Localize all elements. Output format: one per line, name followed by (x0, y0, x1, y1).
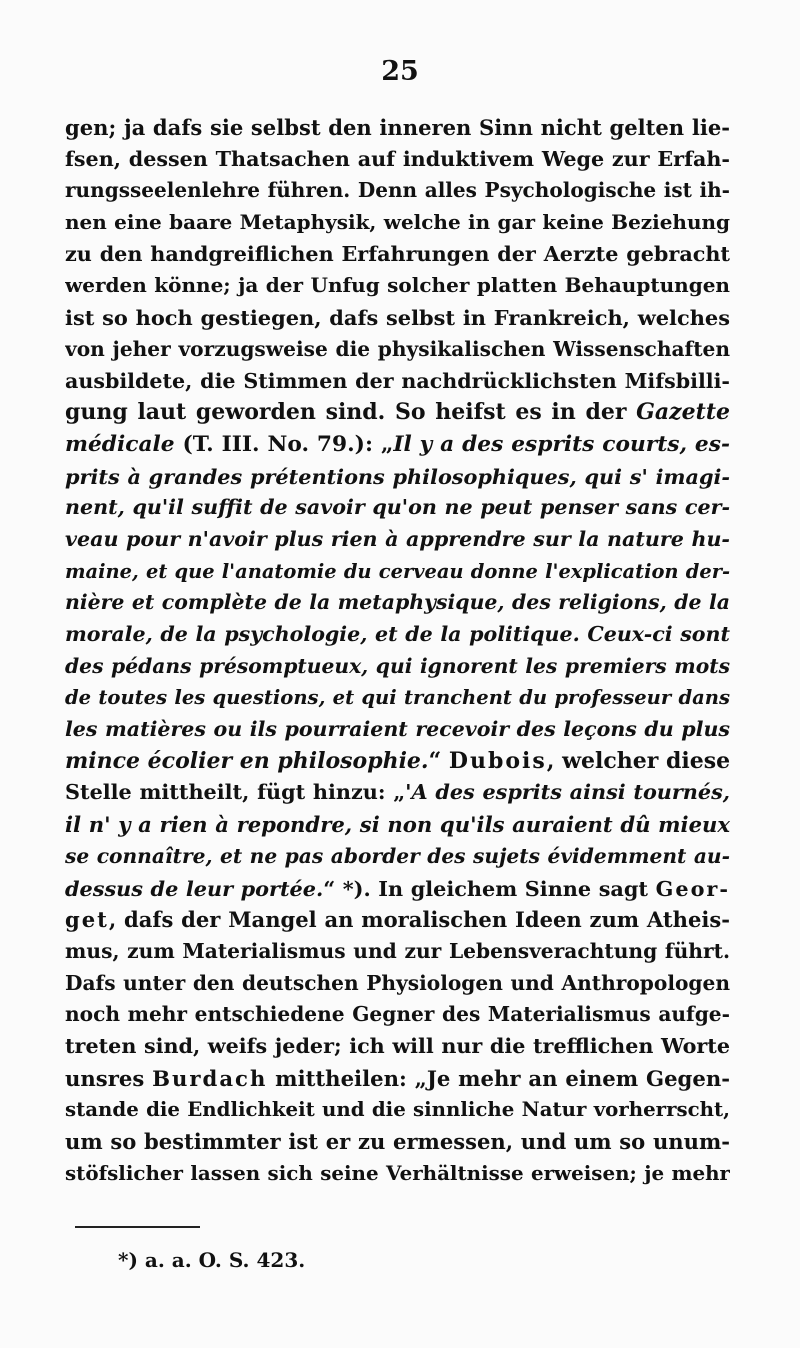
text-segment: rungsseelenlehre führen. Denn alles Psychologische ist ih- (65, 178, 730, 203)
text-segment: unsres (65, 1065, 153, 1091)
text-line (65, 1063, 730, 1095)
text-line (65, 302, 730, 334)
text-line (65, 1031, 730, 1063)
text-line (65, 873, 730, 905)
text-segment: Stelle mittheilt, fügt hinzu: „' (65, 780, 412, 805)
spaced-name: Burdach (152, 1065, 268, 1091)
italic-segment: nière et complète de la metaphysique, des religions, de la (65, 590, 730, 615)
text-segment: stande die Endlichkeit und die sinnliche Natur vorherrscht, (65, 1097, 730, 1122)
italic-segment: il n' y a rien à repondre, si non qu'ils auraient dû mieux (65, 812, 730, 838)
footnote: *) a. a. O. S. 423. (118, 1248, 306, 1272)
italic-segment: nent, qu'il suffit de savoir qu'on ne peut penser sans cer- (65, 495, 730, 520)
text-segment: treten sind, weifs jeder; ich will nur die trefflichen Worte (65, 1033, 730, 1058)
text-line (65, 207, 730, 239)
text-line (65, 1094, 730, 1126)
text-line (65, 587, 730, 619)
page-number: 25 (381, 56, 419, 87)
text-line (65, 334, 730, 366)
text-line (65, 651, 730, 683)
text-line (65, 1126, 730, 1158)
text-segment: gen; ja dafs sie selbst den inneren Sinn nicht gelten lie- (65, 115, 730, 140)
italic-segment: médicale (65, 431, 175, 457)
text-line (65, 809, 730, 841)
italic-segment: de toutes les questions, et qui tranchent du professeur dans (65, 686, 730, 710)
text-line (65, 397, 730, 429)
footnote-rule (75, 1226, 200, 1228)
text-segment: von jeher vorzugsweise die physikalischen Wissenschaften (65, 336, 730, 361)
text-segment: Dafs unter den deutschen Physiologen und Anthropologen (65, 970, 730, 995)
text-line (65, 714, 730, 746)
text-segment: , dafs der Mangel an moralischen Ideen zum Atheis- (108, 907, 730, 933)
text-line (65, 239, 730, 271)
italic-segment: mince écolier en philosophie. (65, 747, 429, 774)
body-text (65, 112, 730, 1189)
text-line (65, 144, 730, 176)
text-line (65, 556, 730, 588)
text-line (65, 112, 730, 144)
text-line (65, 1158, 730, 1190)
spaced-name: Geor- (655, 875, 730, 901)
text-line (65, 999, 730, 1031)
italic-segment: des pédans présomptueux, qui ignorent les premiers mots (65, 653, 730, 678)
italic-segment: dessus de leur portée. (65, 875, 324, 901)
text-segment: werden könne; ja der Unfug solcher platten Behauptungen (65, 273, 730, 298)
text-segment: , welcher diese (546, 747, 730, 774)
text-line (65, 366, 730, 398)
text-line (65, 524, 730, 556)
italic-segment: morale, de la psychologie, et de la politique. Ceux-ci sont (65, 622, 730, 646)
text-line (65, 682, 730, 714)
text-line (65, 429, 730, 461)
text-segment: zu den handgreiflichen Erfahrungen der Aerzte gebracht (65, 241, 730, 266)
spaced-name: Dubois (448, 747, 547, 774)
text-segment: mittheilen: „Je mehr an einem Gegen- (267, 1065, 730, 1091)
text-segment: fsen, dessen Thatsachen auf induktivem Wege zur Erfah- (65, 146, 730, 171)
text-line (65, 492, 730, 524)
text-line (65, 777, 730, 809)
italic-segment: A des esprits ainsi tournés, (411, 780, 730, 805)
italic-segment: maine, et que l'anatomie du cerveau donne l'explication der- (65, 559, 730, 583)
text-line (65, 461, 730, 493)
text-line (65, 936, 730, 968)
text-line (65, 746, 730, 778)
italic-segment: Gazette (636, 399, 730, 426)
italic-segment: Il y a des esprits courts, es- (393, 431, 730, 457)
text-segment: (T. III. No. 79.): „ (174, 431, 394, 457)
text-segment: “ (428, 747, 449, 774)
text-line (65, 904, 730, 936)
text-segment: nen eine baare Metaphysik, welche in gar keine Beziehung (65, 210, 730, 235)
italic-segment: prits à grandes prétentions philosophiques, qui s' imagi- (65, 463, 730, 489)
text-line (65, 270, 730, 302)
text-segment: stöfslicher lassen sich seine Verhältnisse erweisen; je mehr (65, 1160, 730, 1185)
text-line (65, 968, 730, 1000)
text-line (65, 619, 730, 651)
text-segment: um so bestimmter ist er zu ermessen, und um so unum- (65, 1129, 730, 1154)
italic-segment: les matières ou ils pourraient recevoir des leçons du plus (65, 717, 730, 742)
text-segment: gung laut geworden sind. So heifst es in der (65, 399, 637, 426)
text-segment: ausbildete, die Stimmen der nachdrücklichsten Mifsbilli- (65, 368, 730, 393)
text-segment: ist so hoch gestiegen, dafs selbst in Frankreich, welches (65, 305, 730, 331)
text-line (65, 841, 730, 873)
text-segment: “ *). In gleichem Sinne sagt (323, 875, 656, 901)
text-segment: noch mehr entschiedene Gegner des Materialismus aufge- (65, 1002, 730, 1027)
spaced-name: get (65, 907, 109, 933)
text-segment: mus, zum Materialismus und zur Lebensverachtung führt. (65, 938, 730, 963)
text-line (65, 175, 730, 207)
italic-segment: se connaître, et ne pas aborder des sujets évidemment au- (65, 843, 730, 868)
italic-segment: veau pour n'avoir plus rien à apprendre sur la nature hu- (65, 526, 730, 551)
